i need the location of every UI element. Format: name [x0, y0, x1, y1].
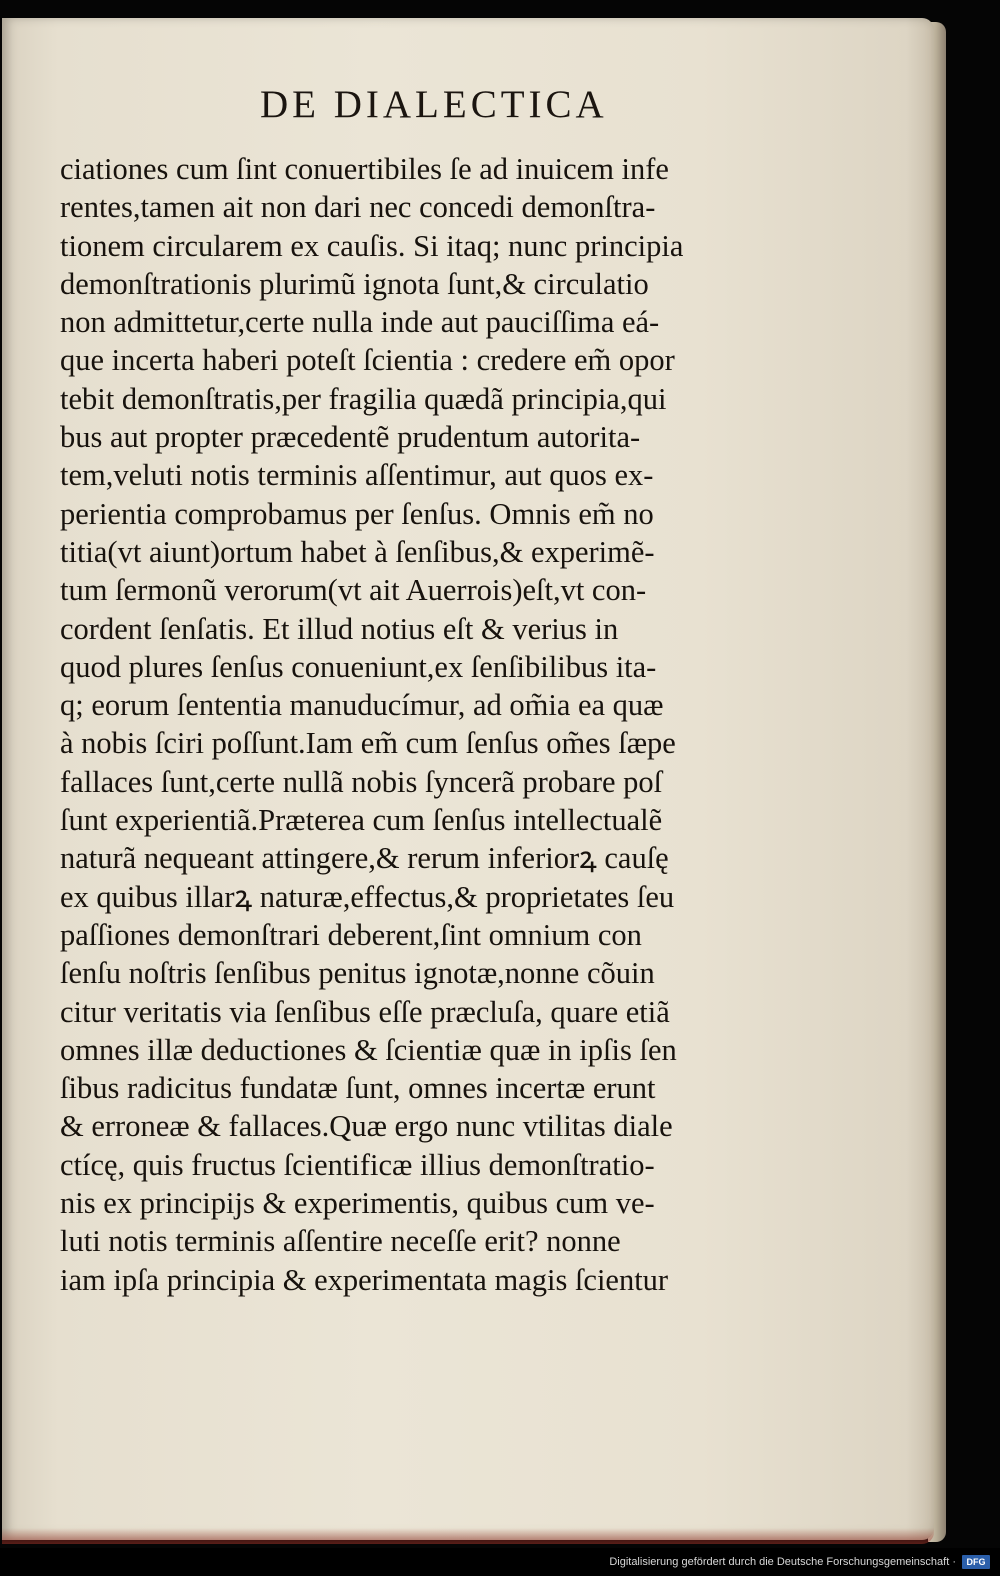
- text-line: que incerta haberi poteſt ſcientia : credere em̃ opor: [60, 343, 675, 378]
- text-block: [60, 150, 800, 1299]
- text-line: paſſiones demonſtrari deberent,ſint omnium con: [60, 917, 642, 952]
- text-line: tem,veluti notis terminis aſſentimur, aut quos ex-: [60, 458, 654, 493]
- text-line: non admittetur,certe nulla inde aut pauciſſima eá-: [60, 305, 660, 340]
- text-line: ſibus radicitus fundatæ ſunt, omnes incertæ erunt: [60, 1071, 656, 1106]
- text-line: tionem circularem ex cauſis. Si itaq; nunc principia: [60, 228, 684, 263]
- text-line: demonſtrationis plurimũ ignota ſunt,& circulatio: [60, 266, 649, 301]
- digitization-credit: Digitalisierung gefördert durch die Deutsche Forschungsgemeinschaft ·: [609, 1556, 956, 1568]
- text-line: à nobis ſciri poſſunt.Iam em̃ cum ſenſus om̃es ſæpe: [60, 726, 676, 761]
- text-line: rentes,tamen ait non dari nec concedi demonſtra-: [60, 190, 656, 225]
- text-line: bus aut propter præcedentẽ prudentum autorita-: [60, 420, 641, 455]
- text-line: titia(vt aiunt)ortum habet à ſenſibus,& experimẽ-: [60, 534, 655, 569]
- text-line: iam ipſa principia & experimentata magis ſcientur: [60, 1262, 669, 1297]
- running-head: DE DIALECTICA: [260, 83, 608, 126]
- text-line: omnes illæ deductiones & ſcientiæ quæ in ipſis ſen: [60, 1032, 677, 1067]
- text-line: tebit demonſtratis,per fragilia quædã principia,qui: [60, 381, 667, 416]
- page-bottom-edge: [2, 1528, 934, 1544]
- text-line: q; eorum ſententia manuducímur, ad om̃ia ea quæ: [60, 688, 664, 723]
- text-line: ex quibus illarꝝ naturæ,effectus,& proprietates ſeu: [60, 879, 675, 914]
- text-line: quod plures ſenſus conueniunt,ex ſenſibilibus ita-: [60, 649, 657, 684]
- text-line: ſunt experientiã.Præterea cum ſenſus intellectualẽ: [60, 803, 663, 838]
- text-line: cordent ſenſatis. Et illud notius eſt & verius in: [60, 611, 619, 646]
- dfg-logo: DFG: [962, 1555, 990, 1569]
- text-line: perientia comprobamus per ſenſus. Omnis em̃ no: [60, 496, 654, 531]
- text-line: tum ſermonũ verorum(vt ait Auerrois)eſt,vt con-: [60, 573, 647, 608]
- text-line: luti notis terminis aſſentire neceſſe erit? nonne: [60, 1224, 621, 1259]
- text-line: nis ex principijs & experimentis, quibus cum ve-: [60, 1186, 655, 1221]
- text-line: ciationes cum ſint conuertibiles ſe ad inuicem infe: [60, 152, 669, 186]
- text-line: fallaces ſunt,certe nullã nobis ſyncerã probare poſ: [60, 764, 663, 799]
- text-line: ſenſu noſtris ſenſibus penitus ignotæ,nonne cõuin: [60, 956, 655, 991]
- text-line: ctícę, quis fructus ſcientificæ illius demonſtratio-: [60, 1147, 655, 1182]
- text-line: naturã nequeant attingere,& rerum inferiorꝝ cauſę: [60, 841, 669, 876]
- text-line: citur veritatis via ſenſibus eſſe præcluſa, quare etiã: [60, 994, 670, 1029]
- text-line: & erroneæ & fallaces.Quæ ergo nunc vtilitas diale: [60, 1109, 673, 1144]
